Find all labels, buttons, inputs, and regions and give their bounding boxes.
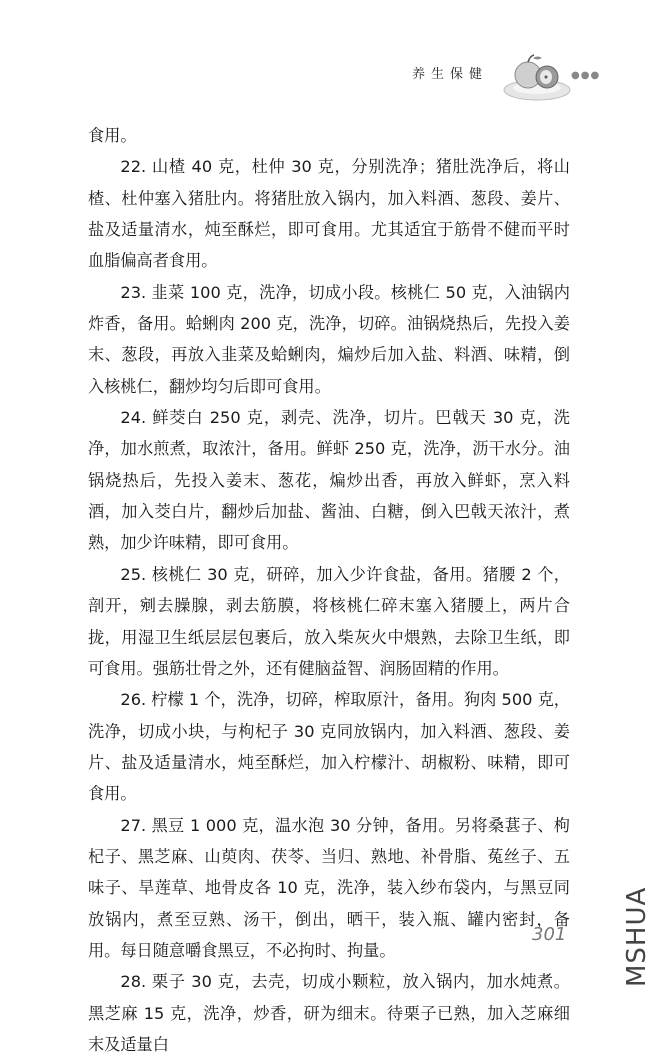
- paragraph-27: 27. 黑豆 1 000 克，温水泡 30 分钟，备用。另将桑葚子、枸杞子、黑芝麻、山萸肉、茯苓、当归、熟地、补骨脂、菟丝子、五味子、旱莲草、地骨皮各 10 克，洗净，装入纱布袋内，与黑豆同放锅内，煮至豆熟、汤干，倒出，晒干，装入瓶、罐内密封，备用。每日随意嚼食黑豆，不必拘时、拘量。: [88, 815, 570, 960]
- paragraph-26: 26. 柠檬 1 个，洗净，切碎，榨取原汁，备用。狗肉 500 克，洗净，切成小块，与枸杞子 30 克同放锅内，加入料酒、葱段、姜片、盐及适量清水，炖至酥烂，加入柠檬汁、胡椒粉、味精，即可食用。: [88, 690, 570, 804]
- fruit-plate-icon: [502, 50, 572, 102]
- paragraph-25: 25. 核桃仁 30 克，研碎，加入少许食盐，备用。猪腰 2 个，剖开，剜去臊腺，剥去筋膜，将核桃仁碎末塞入猪腰上，两片合拢，用湿卫生纸层层包裹后，放入柴灰火中煨熟，去除卫生纸，即可食用。强筋壮骨之外，还有健脑益智、润肠固精的作用。: [88, 564, 570, 678]
- paragraph-28: 28. 栗子 30 克，去壳，切成小颗粒，放入锅内，加水炖煮。黑芝麻 15 克，洗净，炒香，研为细末。待栗子已熟，加入芝麻细末及适量白: [88, 972, 570, 1054]
- header-title: 养生保健: [412, 67, 489, 82]
- paragraph-22: 22. 山楂 40 克，杜仲 30 克，分别洗净；猪肚洗净后，将山楂、杜仲塞入猪肚内。将猪肚放入锅内，加入料酒、葱段、姜片、盐及适量清水，炖至酥烂，即可食用。尤其适宜于筋骨不健而平时血脂偏高者食用。: [88, 157, 570, 271]
- header-dots: ●●●: [571, 70, 601, 81]
- paragraph-24: 24. 鲜茭白 250 克，剥壳、洗净，切片。巴戟天 30 克，洗净，加水煎煮，取浓汁，备用。鲜虾 250 克，洗净，沥干水分。油锅烧热后，先投入姜末、葱花，煸炒出香，再放入鲜虾，烹入料酒，加入茭白片，翻炒后加盐、酱油、白糖，倒入巴戟天浓汁，煮熟，加少许味精，即可食用。: [88, 408, 570, 553]
- running-header: [0, 45, 662, 115]
- body-text: [88, 120, 570, 1060]
- page-number: 301: [532, 924, 567, 945]
- watermark: MSHUA: [622, 886, 652, 987]
- paragraph-continuation: 食用。: [88, 126, 137, 145]
- paragraph-23: 23. 韭菜 100 克，洗净，切成小段。核桃仁 50 克，入油锅内炸香，备用。蛤蜊肉 200 克，洗净，切碎。油锅烧热后，先投入姜末、葱段，再放入韭菜及蛤蜊肉，煸炒后加入盐、料酒、味精，倒入核桃仁，翻炒均匀后即可食用。: [88, 282, 570, 396]
